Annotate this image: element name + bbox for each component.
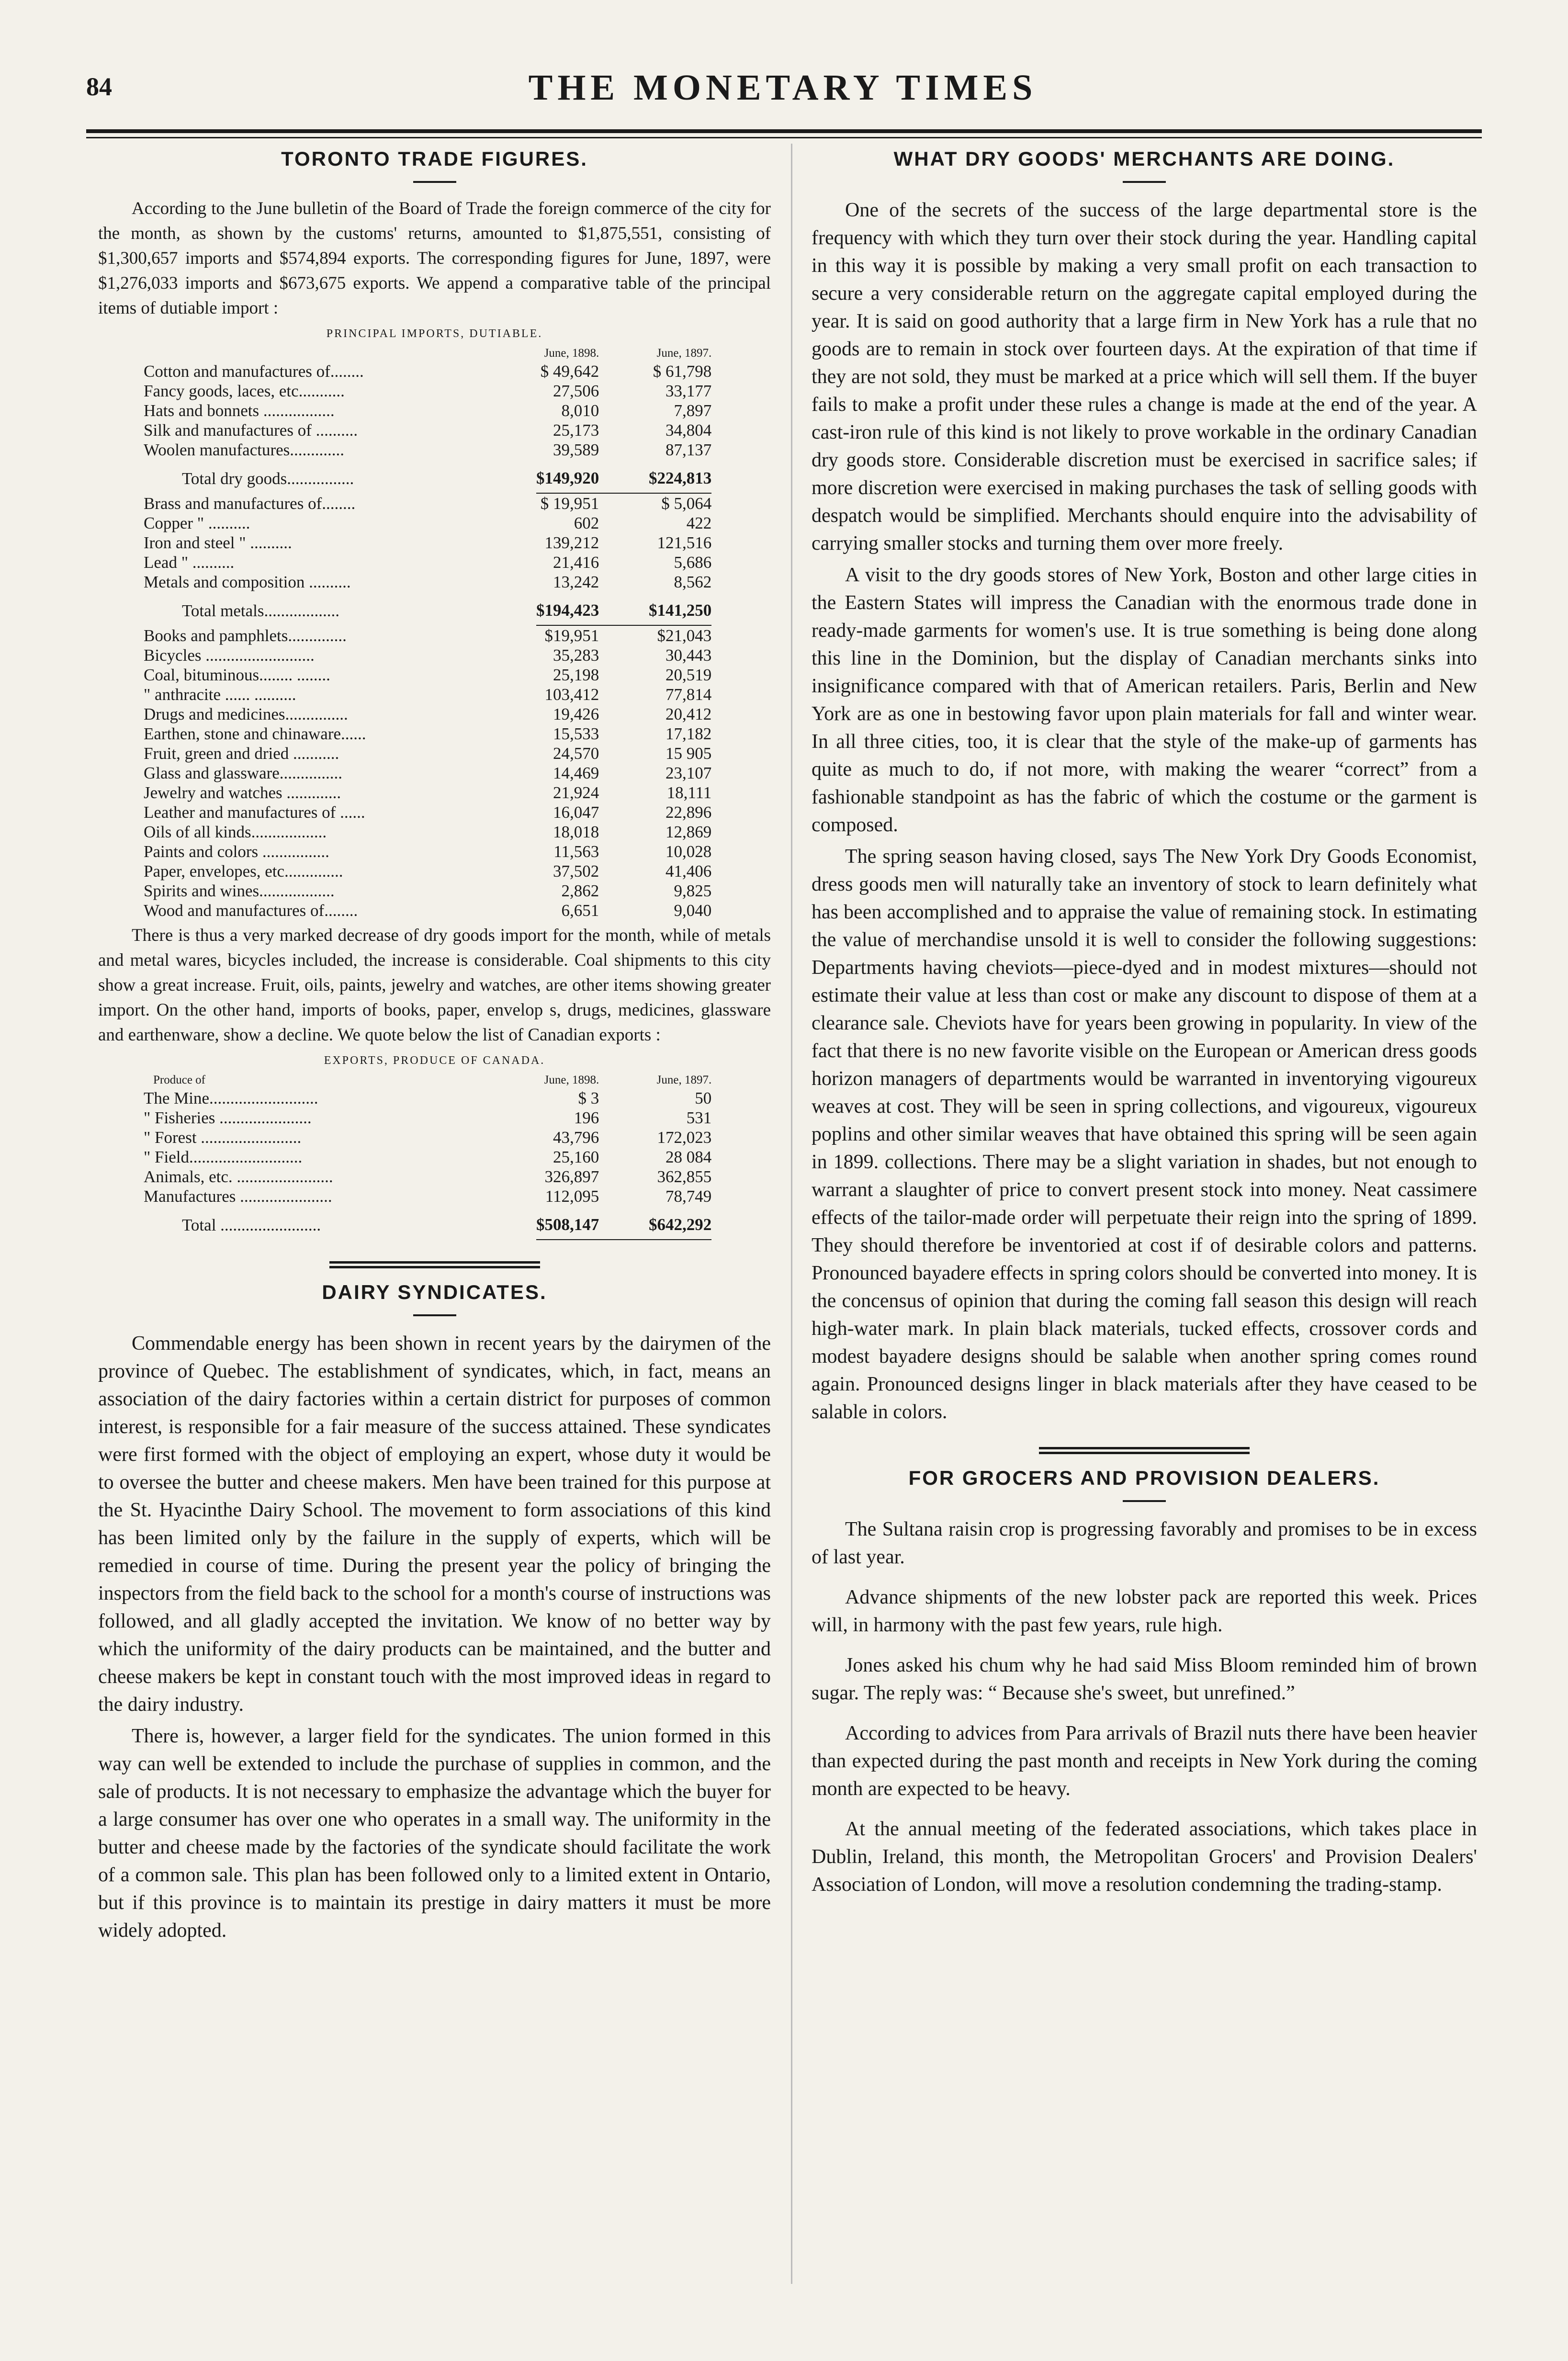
import-row [144,625,711,645]
value-1897: $ 61,798 [653,362,712,381]
import-row [144,842,711,861]
import-row [144,861,711,881]
imports-col1-header: June, 1898. [544,347,599,360]
import-row [144,881,711,901]
title-dash [1123,181,1166,183]
value-1897: 34,804 [666,421,712,440]
item-label: Copper " .......... [144,514,250,532]
item-label: Silk and manufactures of .......... [144,421,358,440]
item-label: Books and pamphlets.............. [144,626,347,645]
value-1897: 7,897 [674,401,712,420]
value-1898: 602 [574,514,599,532]
value-1898: 2,862 [561,881,599,900]
value-1898: 15,533 [553,724,599,743]
grocers-article [812,1463,1477,1898]
value-1898: 21,924 [553,783,599,802]
grocers-title: FOR GROCERS AND PROVISION DEALERS. [908,1467,1380,1489]
value-1898: $ 49,642 [540,362,599,381]
dairy-body [98,1330,771,1944]
export-row [144,1186,711,1206]
import-row [144,744,711,763]
dry-goods-body [812,196,1477,1426]
import-row [144,704,711,724]
value-1898: 13,242 [553,573,599,591]
grocers-paragraph: Jones asked his chum why he had said Miss Bloom reminded him of brown sugar. The reply was: “ Because she's sweet, but unrefined.” [812,1654,1477,1704]
toronto-intro: According to the June bulletin of the Board of Trade the foreign commerce of the city for the month, as shown by the customs' returns, amounted to $1,875,551, consisting of $1,300,657 imports and $574,894 exports. The corresponding figures for June, 1897, were $1,276,033 imports and $673,675 exports. We append a comparative table of the principal items of dutiable import : [98,199,771,318]
value-1898: 37,502 [553,862,599,881]
value-1897: 87,137 [666,441,712,459]
value-1897: 10,028 [666,842,712,861]
item-label: Paints and colors ................ [144,842,329,861]
value-1898: 35,283 [553,646,599,665]
item-label: Drugs and medicines............... [144,705,348,723]
item-label: Cotton and manufactures of........ [144,362,364,381]
export-row [144,1088,711,1108]
left-column [98,144,771,1948]
exports-header-row [144,1070,711,1088]
import-row [144,361,711,381]
dairy-article [98,1277,771,1944]
import-row [144,440,711,460]
item-label: Metals and composition .......... [144,573,351,591]
grocers-paragraph: At the annual meeting of the federated associations, which takes place in Dublin, Ireland, this month, the Metropolitan Grocers' and Provision Dealers' Association of London, will move a resolution condemning the trading-stamp. [812,1818,1477,1896]
item-label: " Fisheries ...................... [144,1108,312,1127]
value-1898: 8,010 [561,401,599,420]
export-row [144,1147,711,1167]
total-label: Total metals.................. [182,601,340,620]
header-rule-thin [86,137,1482,138]
value-1898: 112,095 [545,1187,599,1206]
total-1897: $141,250 [599,592,711,625]
item-label: Hats and bonnets ................. [144,401,335,420]
import-row [144,572,711,592]
value-1898: 21,416 [553,553,599,572]
value-1897: 17,182 [666,724,712,743]
grocers-paragraph: The Sultana raisin crop is progressing favorably and promises to be in excess of last year. [812,1518,1477,1568]
import-row [144,802,711,822]
exports-table [144,1070,711,1240]
item-label: Animals, etc. ....................... [144,1167,333,1186]
value-1898: 14,469 [553,764,599,782]
value-1898: 11,563 [553,842,599,861]
value-1897: 5,686 [674,553,712,572]
dairy-title: DAIRY SYNDICATES. [322,1281,547,1303]
value-1897: 22,896 [666,803,712,822]
dry-goods-article [812,144,1477,1426]
value-1897: 362,855 [657,1167,712,1186]
page-number: 84 [86,72,112,101]
exports-produce-header: Produce of [153,1073,205,1086]
value-1898: 103,412 [544,685,599,704]
section-separator [329,1261,540,1268]
dry-goods-paragraph: One of the secrets of the success of the large departmental store is the frequency with which they turn over their stock during the year. Handling capital in this way it is possible by making a very small profit on each transaction to secure a very considerable return on the aggregate capital employed during the year. It is said on good authority that a large firm in New York has a rule that no goods are to remain in stock over fourteen days. At the expiration of that time if they are not sold, they must be marked at a price which will sell them. If the buyer fails to make a profit under these rules a change is made at the end of the year. A cast-iron rule of this kind is not likely to prove workable in the ordinary Canadian dry goods store. Considerable discretion must be exercised in sacrifice sales; if more discretion were exercised in making purchases the task of selling goods with despatch would be simplified. Merchants should enquire into the advisability of carrying smaller stocks and turning them over more freely. [812,199,1477,554]
import-row [144,645,711,665]
value-1898: 25,198 [553,666,599,684]
item-label: Jewelry and watches ............. [144,783,341,802]
section-separator [1039,1447,1250,1454]
value-1897: 8,562 [674,573,712,591]
toronto-trade-title: TORONTO TRADE FIGURES. [281,147,588,170]
import-row [144,493,711,513]
value-1897: 20,412 [666,705,712,723]
value-1897: 121,516 [657,533,712,552]
dairy-paragraph: There is, however, a larger field for the syndicates. The union formed in this way can well be extended to include the purchase of supplies in common, and the sale of products. It is not necessary to emphasize the advantage which the buyer for a large consumer has over one who operates in a small way. The uniformity in the butter and cheese made by the factories of the syndicate should facilitate the work of a common sale. This plan has been followed only to a limited extent in Ontario, but if this province is to maintain its prestige in dairy matters it must be more widely adopted. [98,1725,771,1942]
item-label: Earthen, stone and chinaware...... [144,724,366,743]
value-1898: 19,426 [553,705,599,723]
import-row [144,420,711,440]
total-1897: $642,292 [599,1206,711,1240]
dry-goods-title: WHAT DRY GOODS' MERCHANTS ARE DOING. [893,147,1395,170]
imports-table [144,343,711,920]
page-header [86,62,1479,124]
import-row [144,763,711,783]
item-label: Wood and manufactures of........ [144,901,358,920]
item-label: Manufactures ...................... [144,1187,332,1206]
import-row [144,685,711,704]
value-1898: 39,589 [553,441,599,459]
grocers-paragraph: Advance shipments of the new lobster pack are reported this week. Prices will, in harmony with the past few years, rule high. [812,1586,1477,1636]
title-dash [1123,1500,1166,1502]
item-label: Leather and manufactures of ...... [144,803,365,822]
grocers-paragraph: According to advices from Para arrivals of Brazil nuts there have been heavier than expected during the past month and receipts in New York during the coming month are expected to be heavy. [812,1722,1477,1800]
value-1898: 326,897 [544,1167,599,1186]
value-1897: 41,406 [666,862,712,881]
dry-goods-paragraph: The spring season having closed, says The New York Dry Goods Economist, dress goods men will naturally take an inventory of stock to learn definitely what has been accomplished and to appraise the value of remaining stock. In estimating the value of merchandise unsold it is well to consider the following suggestions: Departments having cheviots—piece-dyed and in modest mixtures—should not estimate their value at less than cost or make any discount to dispose of them at a clearance sale. Cheviots have for years been growing in popularity. In view of the fact that there is no new favorite visible on the European or American dress goods horizon managers of departments would be warranted in inventorying vigoureux weaves at cost. They will be seen in spring collections, and vigoureux, vigoureux poplins and other similar weaves that have obtained this spring will be seen again in 1899. collections. There may be a slight variation in shades, but not enough to warrant a slaughter of price to convert present stock into money. Neat cassimere effects of the tailor-made order will perpetuate their reign into the spring of 1899. They should therefore be inventoried at cost if of desirable colors and patterns. Pronounced bayadere effects in spring colors should be converted into money. It is the concensus of opinion that during the coming fall season this design will reach high-water mark. In plain black materials, tucked effects, crossover cords and modest bayadere designs should be salable when another spring comes round again. Pronounced designs linger in black materials after they have ceased to be salable in colors. [812,846,1477,1423]
dairy-paragraph: Commendable energy has been shown in recent years by the dairymen of the province of Quebec. The establishment of syndicates, which, in fact, means an association of the dairy factories within a certain district for purposes of common interest, is responsible for a fair measure of the success attained. These syndicates were first formed with the object of employing an expert, whose duty it would be to oversee the butter and cheese makers. Men have been trained for this purpose at the St. Hyacinthe Dairy School. The movement to form associations of this kind has been limited only by the failure in the supply of experts, which will be remedied in course of time. During the present year the policy of bringing the inspectors from the field back to the school for a month's course of instructions was followed, and all gladly accepted the invitation. We know of no better way by which the uniformity of the dairy products can be maintained, and the butter and cheese makers be kept in constant touch with the most improved ideas in regard to the dairy industry. [98,1333,771,1716]
total-label: Total dry goods................ [182,469,354,488]
value-1898: 43,796 [553,1128,599,1147]
value-1897: $ 5,064 [661,494,712,513]
value-1897: 531 [686,1108,712,1127]
right-column [812,144,1477,1911]
import-row [144,533,711,553]
value-1898: 27,506 [553,382,599,400]
value-1898: 16,047 [553,803,599,822]
exports-col2-header: June, 1897. [656,1073,712,1086]
exports-caption: EXPORTS, PRODUCE OF CANADA. [324,1054,545,1067]
exports-total-row [144,1206,711,1240]
value-1897: 422 [686,514,712,532]
value-1897: 77,814 [666,685,712,704]
value-1898: 18,018 [553,823,599,841]
total-1897: $224,813 [599,460,711,493]
title-dash [413,181,456,183]
value-1897: 20,519 [666,666,712,684]
header-rule [86,129,1482,133]
value-1897: 172,023 [657,1128,712,1147]
item-label: The Mine.......................... [144,1089,318,1107]
item-label: Paper, envelopes, etc.............. [144,862,343,881]
value-1897: 78,749 [666,1187,712,1206]
export-row [144,1108,711,1128]
value-1897: 23,107 [666,764,712,782]
masthead-title: THE MONETARY TIMES [528,68,1038,108]
value-1898: 6,651 [561,901,599,920]
value-1897: 12,869 [666,823,712,841]
exports-col1-header: June, 1898. [544,1073,599,1086]
total-dry-goods-row [144,460,711,493]
value-1898: 24,570 [553,744,599,763]
dry-goods-paragraph: A visit to the dry goods stores of New York, Boston and other large cities in the Eastern States will impress the Canadian with the enormous trade done in ready-made garments for women's use. It is true something is being done along this line in the Dominion, but the display of Canadian merchants sinks into insignificance compared with that of American retailers. Paris, Berlin and New York are as one in bestowing favor upon plain materials for fall and winter wear. In all three cities, too, it is clear that the style of the make-up of garments has quite as much to do, if not more, with making the wearer “correct” from a fashionable standpoint as has the fabric of which the costume or the garment is composed. [812,564,1477,836]
value-1898: $19,951 [544,626,599,645]
value-1898: $ 3 [578,1089,599,1107]
import-row [144,513,711,533]
item-label: Brass and manufactures of........ [144,494,356,513]
value-1898: 196 [574,1108,599,1127]
value-1897: 30,443 [666,646,712,665]
column-divider [791,144,792,2284]
toronto-trade-article [98,144,771,1240]
total-1898: $149,920 [536,460,599,493]
import-row [144,822,711,842]
import-row [144,783,711,802]
import-row [144,381,711,401]
item-label: Oils of all kinds.................. [144,823,327,841]
item-label: Iron and steel " .......... [144,533,292,552]
item-label: " Field........................... [144,1148,303,1166]
item-label: Woolen manufactures............. [144,441,345,459]
imports-caption: PRINCIPAL IMPORTS, DUTIABLE. [326,328,543,340]
export-row [144,1167,711,1186]
value-1897: 18,111 [666,783,712,802]
value-1897: $21,043 [657,626,712,645]
imports-col2-header: June, 1897. [656,347,712,360]
item-label: Spirits and wines.................. [144,881,335,900]
value-1897: 9,040 [674,901,712,920]
value-1897: 9,825 [674,881,712,900]
total-1898: $508,147 [536,1206,599,1240]
value-1897: 28 084 [666,1148,712,1166]
item-label: " Forest ........................ [144,1128,302,1147]
value-1898: 25,173 [553,421,599,440]
import-row [144,665,711,685]
import-row [144,901,711,920]
grocers-body [812,1515,1477,1898]
item-label: Fancy goods, laces, etc........... [144,382,345,400]
toronto-middle: There is thus a very marked decrease of dry goods import for the month, while of metals and metal wares, bicycles included, the increase is considerable. Coal shipments to this city show a great increase. Fruit, oils, paints, jewelry and watches, are other items showing greater import. On the other hand, imports of books, paper, envelop s, drugs, medicines, glassware and earthenware, show a decline. We quote below the list of Canadian exports : [98,926,771,1045]
import-row [144,553,711,572]
value-1898: $ 19,951 [540,494,599,513]
total-1898: $194,423 [536,592,599,625]
item-label: Fruit, green and dried ........... [144,744,339,763]
item-label: Bicycles .......................... [144,646,315,665]
total-label: Total ........................ [182,1215,321,1234]
value-1897: 15 905 [666,744,712,763]
export-row [144,1128,711,1147]
item-label: " anthracite ...... .......... [144,685,296,704]
item-label: Coal, bituminous........ ........ [144,666,330,684]
value-1897: 33,177 [666,382,712,400]
item-label: Lead " .......... [144,553,235,572]
item-label: Glass and glassware............... [144,764,343,782]
value-1898: 25,160 [553,1148,599,1166]
import-row [144,401,711,420]
value-1898: 139,212 [544,533,599,552]
value-1897: 50 [695,1089,712,1107]
total-metals-row [144,592,711,625]
imports-header-row [144,343,711,361]
title-dash [413,1314,456,1316]
import-row [144,724,711,744]
